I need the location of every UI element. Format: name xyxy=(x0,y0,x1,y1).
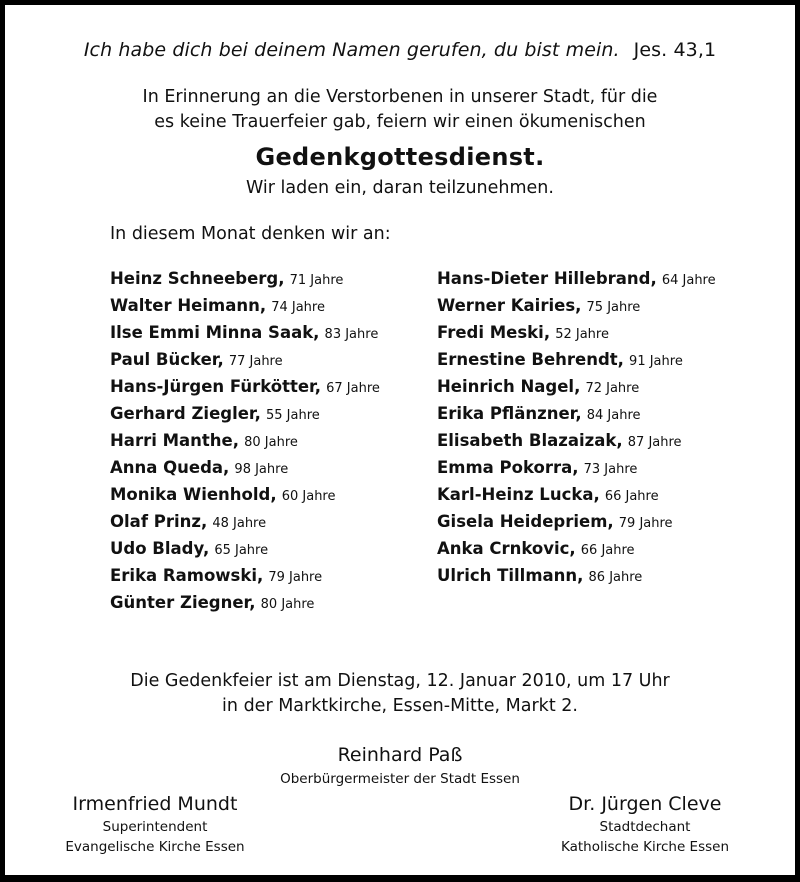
deceased-name: Harri Manthe, xyxy=(110,431,240,450)
deceased-name: Walter Heimann, xyxy=(110,296,267,315)
deceased-name: Anna Queda, xyxy=(110,458,230,477)
intro-text xyxy=(5,85,795,135)
deceased-age: 52 Jahre xyxy=(555,327,609,342)
deceased-age: 87 Jahre xyxy=(627,435,682,450)
name-entry xyxy=(110,373,460,400)
signer-name: Irmenfried Mundt xyxy=(72,793,238,815)
invitation: Wir laden ein, daran teilzunehmen. xyxy=(246,178,554,198)
deceased-name: Emma Pokorra, xyxy=(437,458,579,477)
deceased-age: 91 Jahre xyxy=(629,354,683,369)
deceased-name: Günter Ziegner, xyxy=(110,593,256,612)
deceased-age: 65 Jahre xyxy=(214,543,269,558)
name-entry xyxy=(110,589,460,616)
memorial-notice xyxy=(5,5,795,875)
intro-line: In Erinnerung an die Verstorbenen in unserer Stadt, für die xyxy=(142,87,658,107)
name-entry xyxy=(110,346,460,373)
deceased-age: 80 Jahre xyxy=(260,597,315,612)
deceased-age: 74 Jahre xyxy=(271,300,325,315)
deceased-age: 77 Jahre xyxy=(228,354,283,369)
deceased-name: Erika Pflänzner, xyxy=(437,404,582,423)
deceased-age: 79 Jahre xyxy=(268,570,323,585)
signer-dean xyxy=(525,791,765,857)
deceased-name: Ernestine Behrendt, xyxy=(437,350,624,369)
deceased-name: Gisela Heidepriem, xyxy=(437,512,614,531)
deceased-age: 55 Jahre xyxy=(266,408,320,423)
name-entry xyxy=(110,481,460,508)
name-entry xyxy=(437,481,787,508)
deceased-name: Monika Wienhold, xyxy=(110,485,277,504)
intro-line: es keine Trauerfeier gab, feiern wir einen ökumenischen xyxy=(154,112,646,132)
deceased-age: 73 Jahre xyxy=(583,462,638,477)
signer-superintendent xyxy=(35,791,275,857)
signer-role: Superintendent xyxy=(102,819,208,835)
deceased-name: Erika Ramowski, xyxy=(110,566,264,585)
deceased-name: Olaf Prinz, xyxy=(110,512,208,531)
deceased-name: Elisabeth Blazaizak, xyxy=(437,431,623,450)
name-entry xyxy=(110,319,460,346)
name-entry xyxy=(110,400,460,427)
deceased-name: Paul Bücker, xyxy=(110,350,224,369)
signer-mayor xyxy=(200,741,600,789)
deceased-age: 84 Jahre xyxy=(586,408,641,423)
deceased-name: Ilse Emmi Minna Saak, xyxy=(110,323,320,342)
name-entry xyxy=(110,562,460,589)
name-entry xyxy=(110,508,460,535)
deceased-name: Werner Kairies, xyxy=(437,296,582,315)
deceased-age: 71 Jahre xyxy=(289,273,344,288)
deceased-name: Hans-Jürgen Fürkötter, xyxy=(110,377,322,396)
deceased-age: 60 Jahre xyxy=(281,489,336,504)
deceased-name: Heinz Schneeberg, xyxy=(110,269,285,288)
bible-quote xyxy=(5,39,795,61)
deceased-age: 66 Jahre xyxy=(604,489,659,504)
deceased-age: 79 Jahre xyxy=(618,516,673,531)
deceased-name: Gerhard Ziegler, xyxy=(110,404,261,423)
name-entry xyxy=(110,535,460,562)
names-list-left xyxy=(110,265,460,616)
name-entry xyxy=(437,535,787,562)
name-entry xyxy=(437,373,787,400)
deceased-age: 64 Jahre xyxy=(661,273,716,288)
deceased-age: 98 Jahre xyxy=(234,462,289,477)
deceased-name: Hans-Dieter Hillebrand, xyxy=(437,269,657,288)
deceased-age: 80 Jahre xyxy=(244,435,298,450)
deceased-age: 48 Jahre xyxy=(212,516,267,531)
name-entry xyxy=(110,265,460,292)
deceased-age: 83 Jahre xyxy=(324,327,379,342)
deceased-name: Anka Crnkovic, xyxy=(437,539,576,558)
event-info xyxy=(5,669,795,719)
name-entry xyxy=(110,427,460,454)
deceased-name: Heinrich Nagel, xyxy=(437,377,581,396)
name-entry xyxy=(110,454,460,481)
month-label: In diesem Monat denken wir an: xyxy=(110,224,391,244)
deceased-age: 66 Jahre xyxy=(580,543,635,558)
quote-reference: Jes. 43,1 xyxy=(633,39,717,61)
names-list-right xyxy=(437,265,787,589)
signer-role: Stadtdechant xyxy=(599,819,691,835)
deceased-name: Fredi Meski, xyxy=(437,323,551,342)
name-entry xyxy=(437,400,787,427)
name-entry xyxy=(437,346,787,373)
quote-text: Ich habe dich bei deinem Namen gerufen, du bist mein. xyxy=(83,39,620,61)
signer-name: Reinhard Paß xyxy=(337,744,463,766)
deceased-name: Udo Blady, xyxy=(110,539,210,558)
event-line: in der Marktkirche, Essen-Mitte, Markt 2. xyxy=(222,696,578,716)
name-entry xyxy=(437,319,787,346)
headline: Gedenkgottesdienst. xyxy=(255,143,545,171)
name-entry xyxy=(437,265,787,292)
signer-organization: Katholische Kirche Essen xyxy=(561,839,729,855)
signer-organization: Evangelische Kirche Essen xyxy=(65,839,245,855)
deceased-name: Ulrich Tillmann, xyxy=(437,566,584,585)
name-entry xyxy=(437,508,787,535)
name-entry xyxy=(437,292,787,319)
deceased-name: Karl-Heinz Lucka, xyxy=(437,485,600,504)
signer-role: Oberbürgermeister der Stadt Essen xyxy=(280,771,520,787)
event-line: Die Gedenkfeier ist am Dienstag, 12. Januar 2010, um 17 Uhr xyxy=(130,671,670,691)
name-entry xyxy=(437,454,787,481)
name-entry xyxy=(110,292,460,319)
deceased-age: 72 Jahre xyxy=(585,381,640,396)
name-entry xyxy=(437,427,787,454)
name-entry xyxy=(437,562,787,589)
deceased-age: 67 Jahre xyxy=(326,381,380,396)
signer-name: Dr. Jürgen Cleve xyxy=(568,793,722,815)
deceased-age: 75 Jahre xyxy=(586,300,641,315)
deceased-age: 86 Jahre xyxy=(588,570,643,585)
